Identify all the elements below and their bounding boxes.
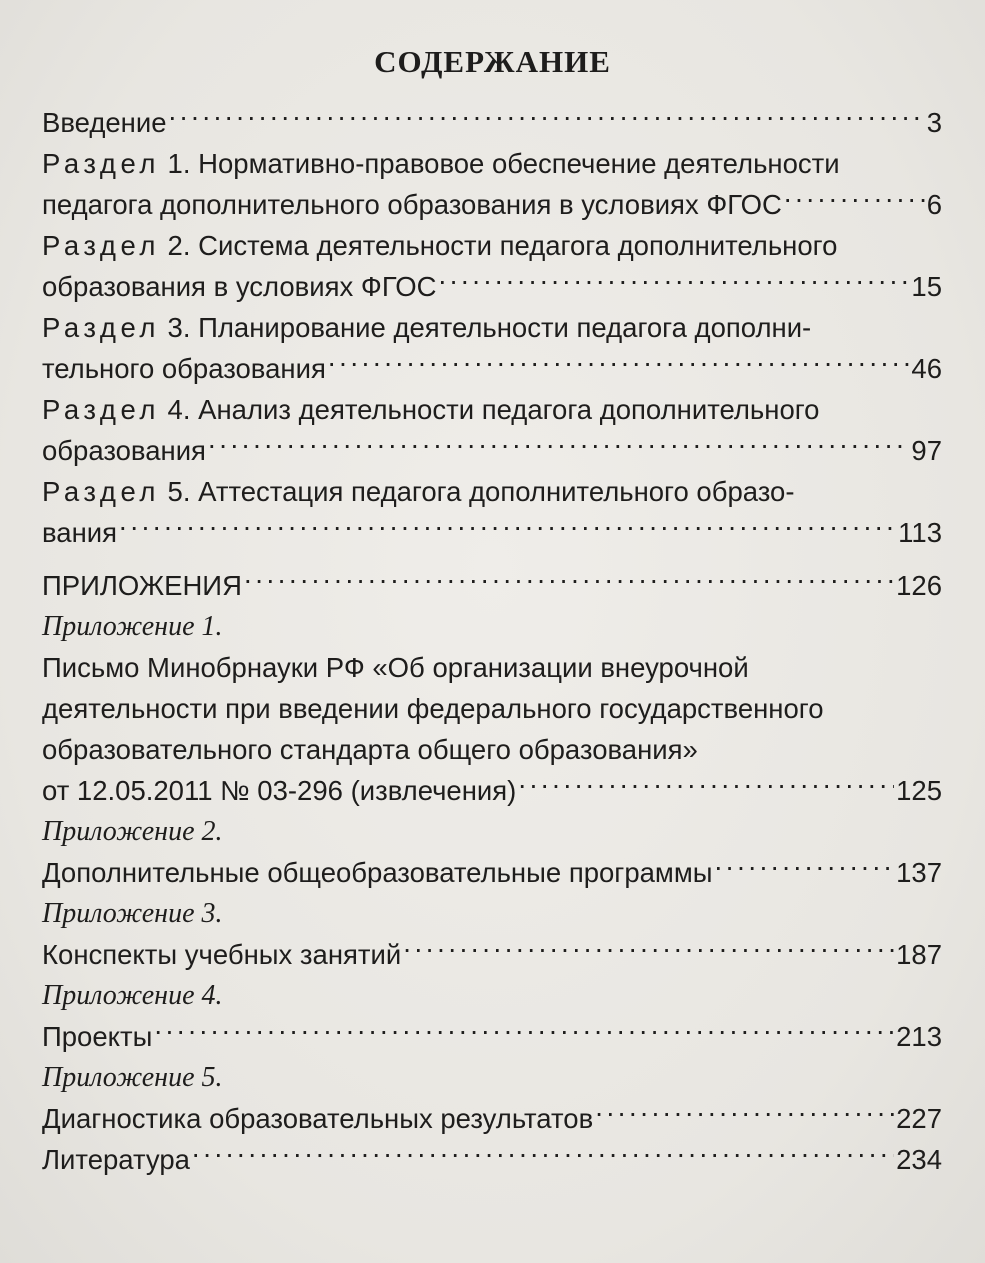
section-label: Раздел <box>42 312 160 343</box>
toc-entry-appendix-3[interactable] <box>42 893 942 975</box>
page-number: 113 <box>898 517 942 549</box>
section-title: 4. Анализ деятельности педагога дополнительного <box>159 394 820 425</box>
appendix-title-cont: образовательного стандарта общего образования» <box>42 734 698 765</box>
section-title-cont: педагога дополнительного образования в условиях ФГОС <box>42 189 782 221</box>
appendix-title: Дополнительные общеобразовательные программы <box>42 857 713 889</box>
toc-entry-appendix-2[interactable] <box>42 811 942 893</box>
leader-dots <box>715 852 895 882</box>
toc-entry-section-4[interactable] <box>42 389 942 471</box>
appendix-label: Приложение 4. <box>42 980 223 1011</box>
toc-entry-appendix-5[interactable] <box>42 1057 942 1139</box>
section-label: Раздел <box>42 394 160 425</box>
section-title: 3. Планирование деятельности педагога дополни- <box>159 312 812 343</box>
section-label: Раздел <box>42 230 160 261</box>
appendix-label: Приложение 5. <box>42 1062 223 1093</box>
leader-dots <box>169 102 925 132</box>
section-title-cont: тельного образования <box>42 353 326 385</box>
leader-dots <box>403 934 894 964</box>
toc-entry-appendix-4[interactable] <box>42 975 942 1057</box>
toc-entry-section-5[interactable] <box>42 471 942 553</box>
toc-entry-literature[interactable] <box>42 1139 942 1180</box>
appendix-label: Приложение 3. <box>42 898 223 929</box>
leader-dots <box>192 1139 894 1169</box>
toc-entry-section-1[interactable] <box>42 143 942 225</box>
appendix-label: Приложение 1. <box>42 611 223 642</box>
leader-dots <box>784 184 925 214</box>
page-number: 3 <box>926 107 942 139</box>
section-title-cont: вания <box>42 517 118 549</box>
page-number: 234 <box>896 1144 942 1176</box>
page-number: 125 <box>896 775 942 807</box>
toc-entry-appendices[interactable] <box>42 565 942 606</box>
toc-entry-intro[interactable] <box>42 102 942 143</box>
appendix-title: Письмо Минобрнауки РФ «Об организации внеурочной <box>42 652 749 683</box>
appendix-label: Приложение 2. <box>42 816 223 847</box>
page-number: 97 <box>911 435 942 467</box>
table-of-contents <box>42 102 942 1180</box>
toc-entry-section-2[interactable] <box>42 225 942 307</box>
leader-dots <box>244 565 894 595</box>
appendix-title: Диагностика образовательных результатов <box>42 1103 594 1135</box>
leader-dots <box>438 266 909 296</box>
appendix-title-cont: деятельности при введении федерального государственного <box>42 693 824 724</box>
page-number: 227 <box>896 1103 942 1135</box>
section-label: Раздел <box>42 476 160 507</box>
page-title: СОДЕРЖАНИЕ <box>374 44 611 79</box>
page-number: 15 <box>911 271 942 303</box>
section-label: Раздел <box>42 148 160 179</box>
page-number: 126 <box>896 570 942 602</box>
page-number: 6 <box>926 189 942 221</box>
leader-dots <box>518 770 894 800</box>
section-title-cont: образования в условиях ФГОС <box>42 271 437 303</box>
section-title: 2. Система деятельности педагога дополнительного <box>159 230 838 261</box>
page-number: 213 <box>896 1021 942 1053</box>
entry-title: Введение <box>42 107 167 139</box>
appendix-title: Конспекты учебных занятий <box>42 939 402 971</box>
leader-dots <box>154 1016 894 1046</box>
section-title: 1. Нормативно-правовое обеспечение деятельности <box>159 148 840 179</box>
leader-dots <box>328 348 910 378</box>
section-title: 5. Аттестация педагога дополнительного образо- <box>159 476 795 507</box>
toc-entry-appendix-1[interactable] <box>42 606 942 811</box>
entry-title: ПРИЛОЖЕНИЯ <box>42 570 242 602</box>
page-number: 46 <box>911 353 942 385</box>
appendix-title: Проекты <box>42 1021 153 1053</box>
appendix-title-cont: от 12.05.2011 № 03-296 (извлечения) <box>42 775 517 807</box>
leader-dots <box>208 430 909 460</box>
entry-title: Литература <box>42 1144 190 1176</box>
leader-dots <box>595 1098 894 1128</box>
section-title-cont: образования <box>42 435 206 467</box>
leader-dots <box>119 512 896 542</box>
page-number: 187 <box>896 939 942 971</box>
page-number: 137 <box>896 857 942 889</box>
toc-entry-section-3[interactable] <box>42 307 942 389</box>
